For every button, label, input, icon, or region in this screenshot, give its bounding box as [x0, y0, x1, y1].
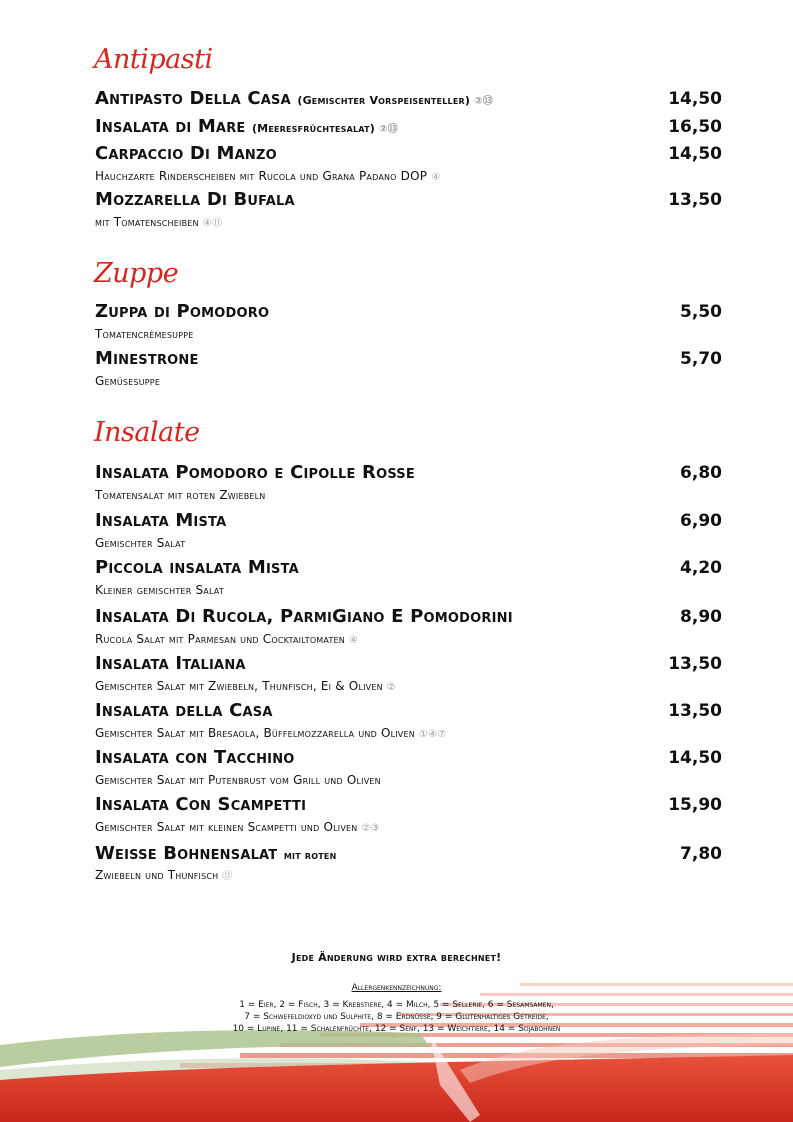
item-description: Hauchzarte Rinderscheiben mit Rucola und Grana Padano DOP: [95, 169, 428, 183]
item-note: (Meeresfrüchtesalat): [251, 122, 375, 135]
decorative-footer-band: [0, 975, 793, 1122]
item-description: Tomatencrèmesuppe: [95, 327, 194, 341]
item-price: 14,50: [668, 144, 722, 164]
menu-item: [95, 510, 722, 551]
item-price: 7,80: [680, 844, 722, 864]
menu-item: [95, 348, 722, 389]
item-price: 16,50: [668, 117, 722, 137]
menu-item: [95, 116, 722, 141]
item-name: Minestrone: [95, 348, 199, 369]
item-description: Gemischter Salat: [95, 536, 186, 550]
item-name: Insalata Pomodoro e Cipolle Rosse: [95, 462, 415, 483]
allergen-codes: ②③: [361, 823, 380, 834]
item-price: 13,50: [668, 190, 722, 210]
item-name: Piccola insalata Mista: [95, 557, 299, 578]
menu-item: [95, 700, 722, 743]
item-price: 4,20: [680, 558, 722, 578]
item-description: Tomatensalat mit roten Zwiebeln: [95, 488, 266, 502]
section-title-zuppe: Zuppe: [94, 258, 179, 289]
menu-item: [95, 143, 722, 186]
item-name: Insalata Con Scampetti: [95, 794, 307, 815]
allergen-codes: ④⑪: [202, 218, 223, 229]
item-name: Insalata con Tacchino: [95, 747, 295, 768]
allergen-legend-line: 10 = Lupine, 11 = Schalenfrüchte, 12 = Senf, 13 = Weichtiere, 14 = Sojabohnen: [232, 1024, 561, 1034]
item-price: 5,50: [680, 302, 722, 322]
item-name: Weisse Bohnensalat: [95, 843, 278, 864]
section-title-antipasti: Antipasti: [94, 44, 213, 75]
allergen-codes: ②⑬: [378, 124, 398, 135]
item-description: Kleiner gemischter Salat: [95, 583, 224, 597]
item-price: 14,50: [668, 748, 722, 768]
allergen-codes: ②: [386, 682, 396, 693]
item-price: 15,90: [668, 795, 722, 815]
menu-item: [95, 301, 722, 342]
allergen-legend-line: 7 = Schwefeldioxyd und Sulphite, 8 = Erdnüsse, 9 = Glutenhaltiges Getreide,: [244, 1012, 549, 1022]
item-name: Zuppa di Pomodoro: [95, 301, 270, 322]
item-name: Insalata Mista: [95, 510, 227, 531]
allergen-codes: ①④⑦: [418, 729, 447, 740]
item-name: Antipasto Della Casa: [95, 88, 291, 109]
item-name: Carpaccio Di Manzo: [95, 143, 277, 164]
item-note: (Gemischter Vorspeisenteller): [297, 94, 471, 107]
allergen-codes: ⑪: [222, 871, 233, 882]
menu-item: [95, 189, 722, 232]
item-price: 5,70: [680, 349, 722, 369]
menu-item: [95, 88, 722, 113]
item-description: mit Tomatenscheiben: [95, 215, 199, 229]
menu-item: [95, 606, 722, 649]
item-description: Gemischter Salat mit Bresaola, Büffelmozzarella und Oliven: [95, 726, 415, 740]
item-price: 13,50: [668, 701, 722, 721]
menu-item: [95, 747, 722, 788]
item-note: mit roten: [283, 849, 337, 862]
item-description: Gemischter Salat mit Zwiebeln, Thunfisch, Ei & Oliven: [95, 679, 383, 693]
item-price: 6,90: [680, 511, 722, 531]
menu-item: [95, 653, 722, 696]
item-price: 13,50: [668, 654, 722, 674]
item-description: Gemischter Salat mit Putenbrust vom Grill und Oliven: [95, 773, 381, 787]
item-price: 8,90: [680, 607, 722, 627]
item-description: Rucola Salat mit Parmesan und Cocktailtomaten: [95, 632, 345, 646]
allergen-codes: ④: [349, 635, 359, 646]
item-name: Mozzarella Di Bufala: [95, 189, 295, 210]
item-description: Zwiebeln und Thunfisch: [95, 868, 219, 882]
item-price: 14,50: [668, 89, 722, 109]
menu-item: [95, 557, 722, 598]
allergen-codes: ②⑬: [474, 96, 493, 107]
surcharge-note: Jede Änderung wird extra berechnet!: [291, 951, 502, 964]
menu-item: [95, 794, 722, 837]
section-title-insalate: Insalate: [94, 417, 200, 448]
item-description: Gemüsesuppe: [95, 374, 161, 388]
item-name: Insalata della Casa: [95, 700, 273, 721]
allergen-heading: Allergenkennzeichnung:: [351, 983, 442, 993]
item-name: Insalata Italiana: [95, 653, 246, 674]
item-name: Insalata Di Rucola, ParmiGiano E Pomodorini: [95, 606, 513, 627]
item-name: Insalata di Mare: [95, 116, 246, 137]
item-description: Gemischter Salat mit kleinen Scampetti und Oliven: [95, 820, 358, 834]
item-price: 6,80: [680, 463, 722, 483]
allergen-codes: ④: [431, 172, 441, 183]
allergen-legend-line: 1 = Eier, 2 = Fisch, 3 = Krebstiere, 4 = Milch, 5 = Sellerie, 6 = Sesamsamen,: [239, 1000, 554, 1010]
menu-item: [95, 462, 722, 503]
menu-item: [95, 843, 722, 885]
